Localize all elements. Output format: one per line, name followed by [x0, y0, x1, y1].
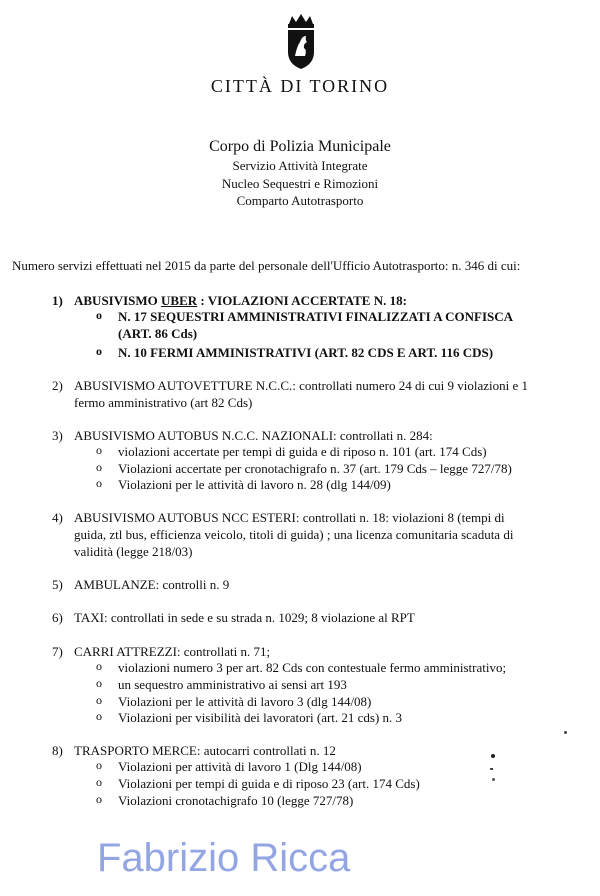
bullet-icon: o [96, 476, 102, 490]
division-name: Comparto Autotrasporto [236, 193, 364, 208]
section-title: CARRI ATTREZZI: controllati n. 71; [74, 644, 271, 659]
bullet-icon: o [96, 308, 102, 322]
bullet-icon: o [96, 758, 102, 772]
office-name: Corpo di Polizia Municipale [209, 138, 391, 155]
list-item-text: Violazioni per le attività di lavoro 3 (dlg 144/08) [118, 694, 372, 709]
section-number: 8) [52, 743, 63, 758]
list-item-text: Violazioni per tempi di guida e di riposo 23 (art. 174 Cds) [118, 776, 420, 791]
list-item-text: Violazioni per le attività di lavoro n. 28 (dlg 144/09) [118, 477, 391, 492]
service-name: Servizio Attività Integrate [232, 158, 368, 173]
bullet-icon: o [96, 659, 102, 673]
scan-speck [492, 778, 495, 781]
section-line: ABUSIVISMO AUTOBUS NCC ESTERI: controllati n. 18: violazioni 8 (tempi di [74, 510, 505, 525]
title-part: : VIOLAZIONI ACCERTATE N. 18: [197, 293, 407, 308]
signature-name: Fabrizio Ricca [97, 836, 351, 880]
unit-name: Nucleo Sequestri e Rimozioni [221, 176, 379, 191]
section-line: ABUSIVISMO AUTOVETTURE N.C.C.: controllati numero 24 di cui 9 violazioni e 1 [74, 378, 528, 393]
scan-speck [490, 768, 493, 770]
section-number: 1) [52, 293, 63, 308]
coat-of-arms-icon [283, 12, 319, 70]
section-line: fermo amministrativo (art 82 Cds) [74, 395, 253, 410]
bullet-icon: o [96, 676, 102, 690]
list-item-text: (ART. 86 Cds) [118, 326, 198, 341]
list-item-text: violazioni accertate per tempi di guida e di riposo n. 101 (art. 174 Cds) [118, 444, 487, 459]
title-part: ABUSIVISMO [74, 293, 162, 308]
bullet-icon: o [96, 792, 102, 806]
list-item-text: N. 17 SEQUESTRI AMMINISTRATIVI FINALIZZATI A CONFISCA [118, 309, 514, 324]
section-number: 3) [52, 428, 63, 443]
section-number: 5) [52, 577, 63, 592]
section-number: 4) [52, 510, 63, 525]
list-item-text: un sequestro amministrativo ai sensi art 193 [118, 677, 347, 692]
section-line: guida, ztl bus, efficienza veicolo, titoli di guida) ; una licenza comunitaria scaduta di [74, 527, 514, 542]
list-item-text: Violazioni per attività di lavoro 1 (Dlg 144/08) [118, 759, 362, 774]
section-title: TRASPORTO MERCE: autocarri controllati n. 12 [74, 743, 336, 758]
bullet-icon: o [96, 344, 102, 358]
section-title: TAXI: controllati in sede e su strada n. 1029; 8 violazione al RPT [74, 610, 415, 625]
uber-underlined: UBER [161, 293, 198, 308]
list-item-text: Violazioni cronotachigrafo 10 (legge 727/78) [118, 793, 354, 808]
bullet-icon: o [96, 443, 102, 457]
intro-text: Numero servizi effettuati nel 2015 da parte del personale dell'Ufficio Autotrasporto: n. 346 di cui: [12, 258, 521, 273]
scan-speck [491, 754, 495, 758]
list-item-text: violazioni numero 3 per art. 82 Cds con contestuale fermo amministrativo; [118, 660, 507, 675]
section-title: AMBULANZE: controlli n. 9 [74, 577, 230, 592]
bullet-icon: o [96, 775, 102, 789]
list-item-text: N. 10 FERMI AMMINISTRATIVI (ART. 82 CDS E ART. 116 CDS) [118, 345, 494, 360]
section-number: 2) [52, 378, 63, 393]
section-line: validità (legge 218/03) [74, 544, 193, 559]
bullet-icon: o [96, 709, 102, 723]
scan-speck [564, 731, 567, 734]
list-item-text: Violazioni accertate per cronotachigrafo n. 37 (art. 179 Cds – legge 727/78) [118, 461, 512, 476]
city-name: CITTÀ DI TORINO [210, 76, 390, 96]
section-title: ABUSIVISMO AUTOBUS N.C.C. NAZIONALI: controllati n. 284: [74, 428, 433, 443]
section-title [74, 292, 407, 309]
section-number: 6) [52, 610, 63, 625]
list-item-text: Violazioni per visibilità dei lavoratori (art. 21 cds) n. 3 [118, 710, 403, 725]
bullet-icon: o [96, 693, 102, 707]
bullet-icon: o [96, 460, 102, 474]
section-number: 7) [52, 644, 63, 659]
